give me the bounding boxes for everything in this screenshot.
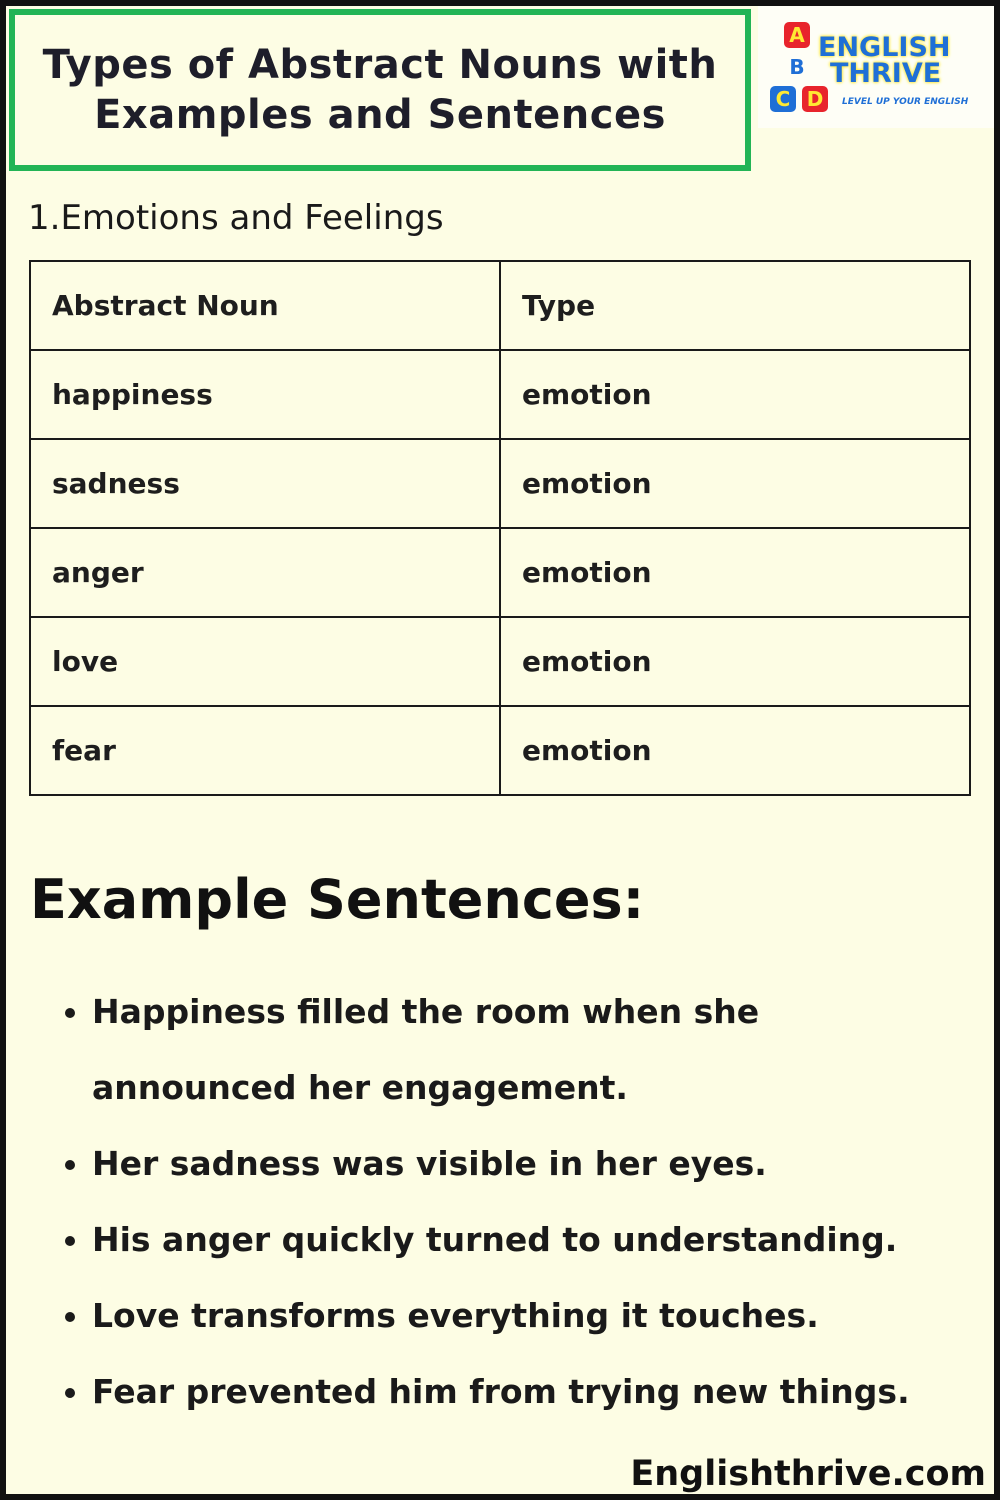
logo xyxy=(758,6,994,128)
logo-block-c: C xyxy=(770,86,796,112)
logo-text-english: ENGLISH xyxy=(818,32,951,63)
list-item: • Love transforms everything it touches. xyxy=(92,1278,972,1354)
table-row xyxy=(30,528,970,617)
table-header: Abstract Noun xyxy=(30,261,500,350)
footer-site: Englishthrive.com xyxy=(630,1454,986,1494)
table-cell: emotion xyxy=(500,706,970,795)
abstract-noun-table xyxy=(29,260,971,796)
table-cell: love xyxy=(30,617,500,706)
table-cell: happiness xyxy=(30,350,500,439)
list-item: • Happiness filled the room when she announced her engagement. xyxy=(92,974,972,1126)
table-row xyxy=(30,706,970,795)
table-cell: fear xyxy=(30,706,500,795)
table-row xyxy=(30,439,970,528)
table-cell: emotion xyxy=(500,350,970,439)
table-row xyxy=(30,617,970,706)
list-item: • Fear prevented him from trying new things. xyxy=(92,1354,972,1430)
table-row xyxy=(30,350,970,439)
logo-tagline: LEVEL UP YOUR ENGLISH xyxy=(842,97,969,107)
logo-text-thrive: THRIVE xyxy=(830,58,942,89)
list-item: • His anger quickly turned to understanding. xyxy=(92,1202,972,1278)
logo-block-a: A xyxy=(784,22,810,48)
example-list xyxy=(56,974,972,1430)
table-header: Type xyxy=(500,261,970,350)
page-title xyxy=(43,40,718,140)
examples-heading: Example Sentences: xyxy=(30,868,645,931)
section-heading: 1.Emotions and Feelings xyxy=(28,198,444,238)
logo-block-d: D xyxy=(802,86,828,112)
list-item: • Her sadness was visible in her eyes. xyxy=(92,1126,972,1202)
title-line-2: Examples and Sentences xyxy=(94,92,666,138)
logo-block-b: B xyxy=(789,55,805,79)
table-cell: anger xyxy=(30,528,500,617)
title-line-1: Types of Abstract Nouns with xyxy=(42,42,718,88)
table-cell: emotion xyxy=(500,617,970,706)
table-cell: emotion xyxy=(500,528,970,617)
table-cell: emotion xyxy=(500,439,970,528)
table-cell: sadness xyxy=(30,439,500,528)
title-box xyxy=(9,9,751,171)
table-header-row xyxy=(30,261,970,350)
